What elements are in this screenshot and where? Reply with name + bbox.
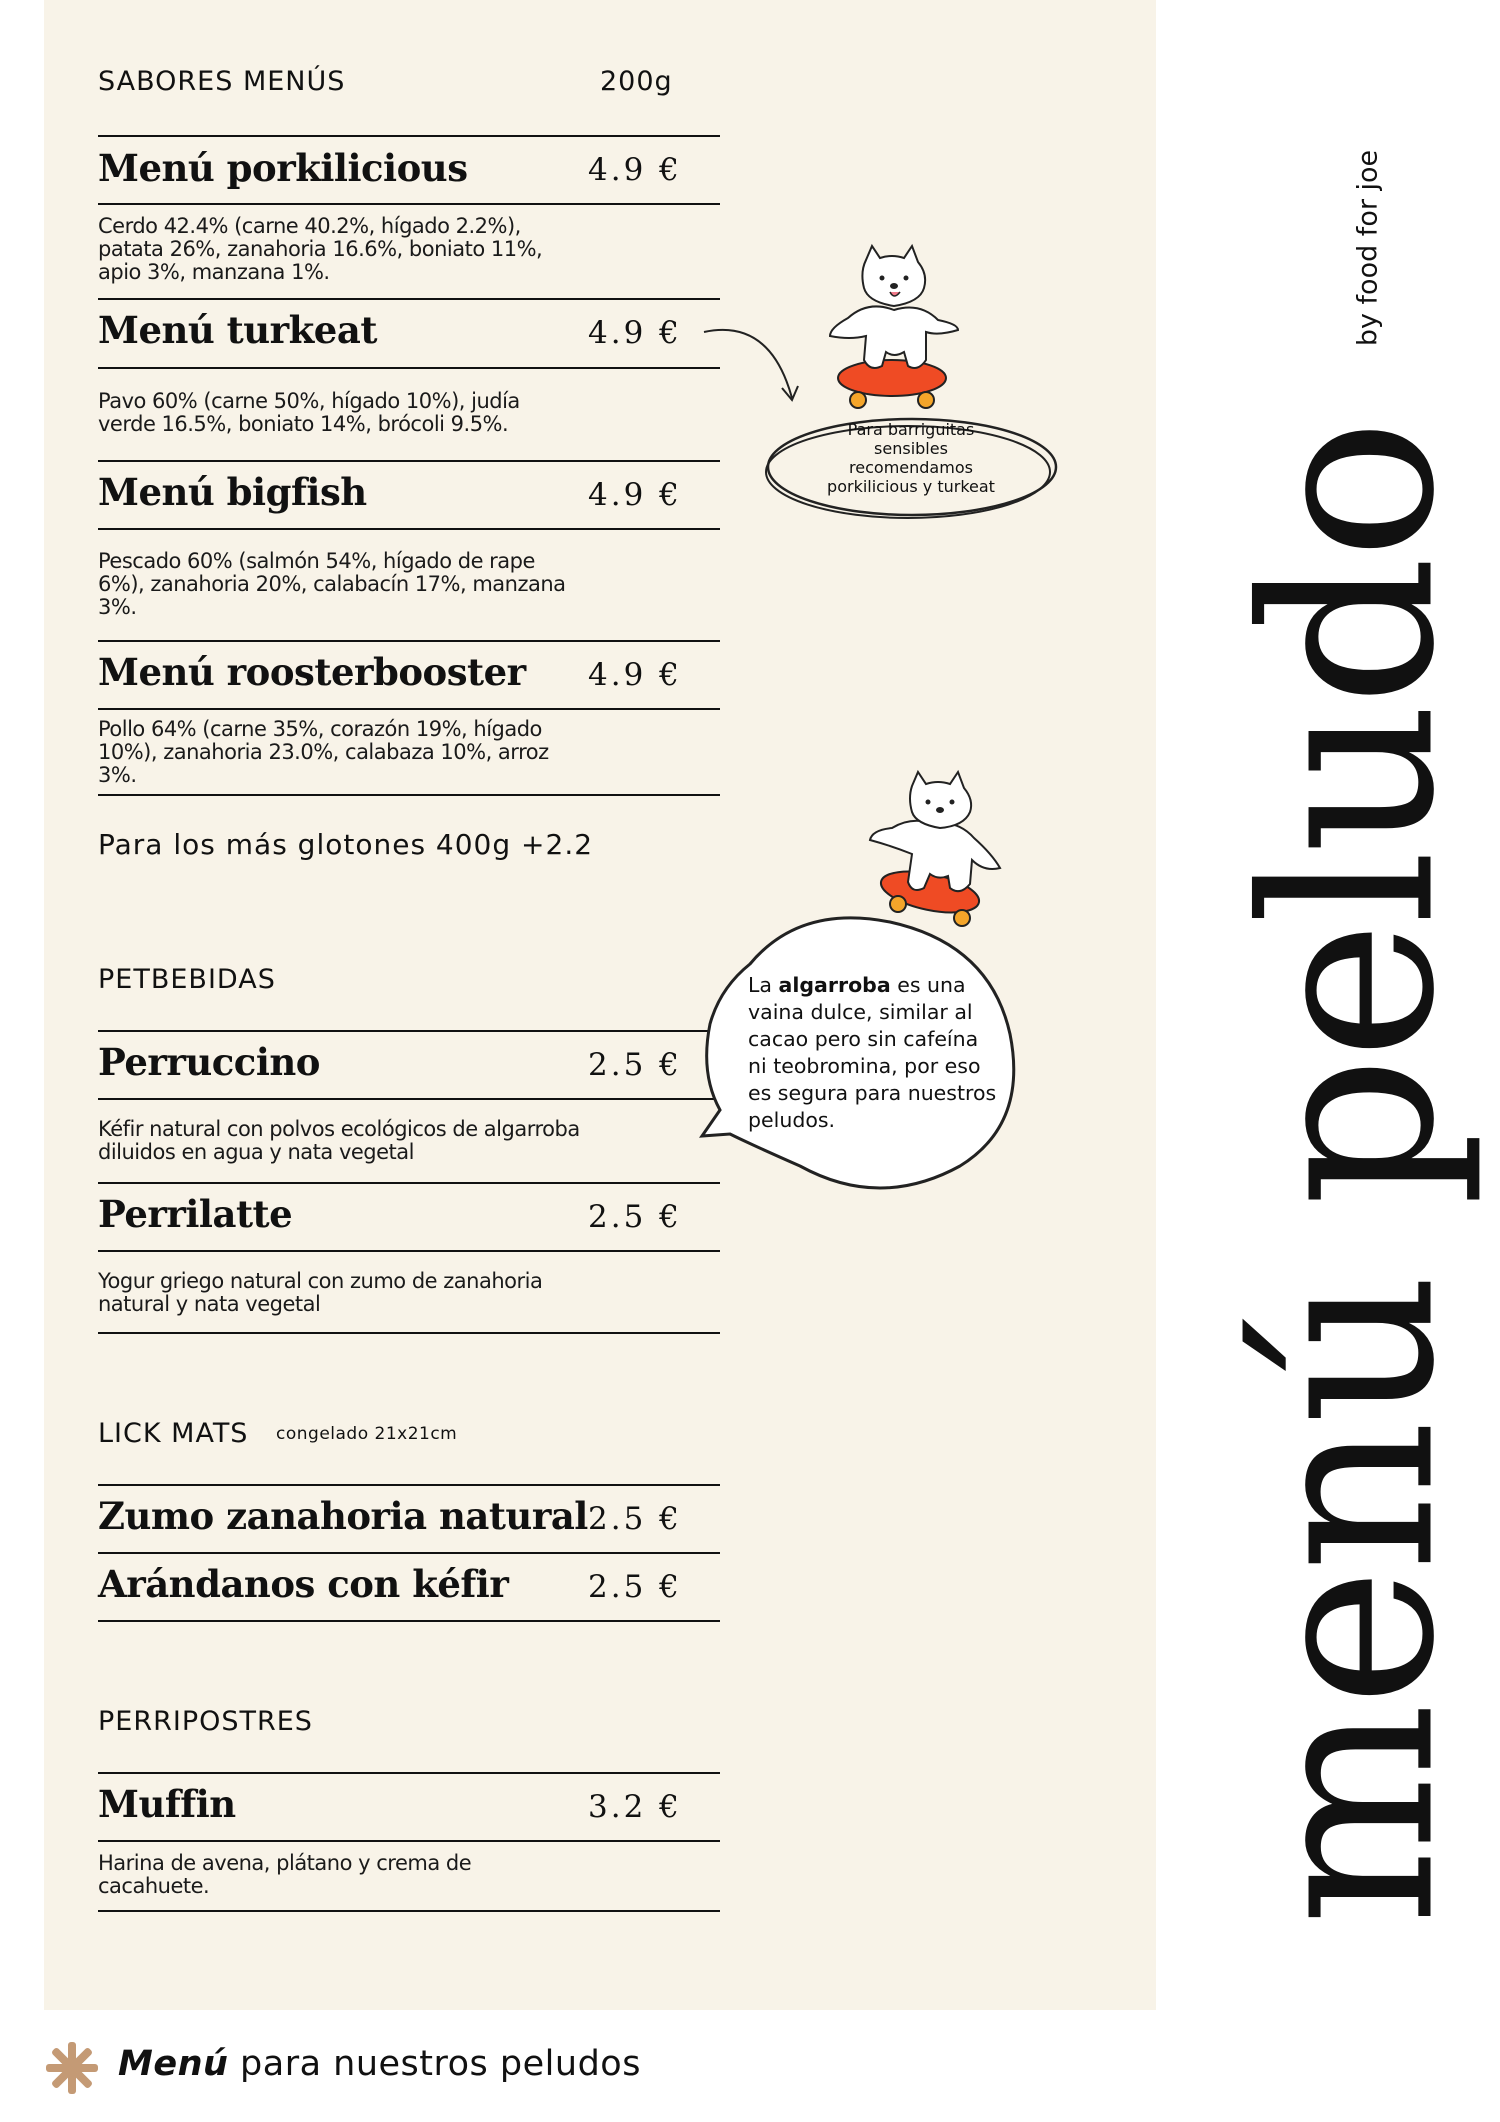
dessert-item-name: Muffin	[98, 1782, 236, 1826]
lickmat-item-name: Zumo zanahoria natural	[98, 1494, 588, 1538]
divider	[98, 1840, 720, 1842]
lickmat-item-name: Arándanos con kéfir	[98, 1562, 509, 1606]
menu-item-name: Menú bigfish	[98, 470, 367, 514]
divider	[98, 1620, 720, 1622]
carob-info-text: La algarroba es una vaina dulce, similar al cacao pero sin cafeína ni teobromina, por eso es segura para nuestros peludos.	[748, 973, 997, 1132]
section-heading-drinks: PETBEBIDAS	[98, 964, 276, 995]
asterisk-star-icon	[44, 2040, 100, 2096]
menu-item-name: Menú porkilicious	[98, 146, 468, 190]
menu-item-description: Pollo 64% (carne 35%, corazón 19%, hígado 10%), zanahoria 23.0%, calabaza 10%, arroz 3%.	[98, 717, 549, 787]
drink-item-price: 2.5 €	[588, 1047, 682, 1083]
section-heading-desserts: PERRIPOSTRES	[98, 1706, 313, 1737]
menu-item-price: 4.9 €	[588, 315, 682, 351]
skateboard-dog-illustration	[808, 240, 978, 420]
divider	[98, 1332, 720, 1334]
lickmats-subnote: congelado 21x21cm	[276, 1424, 458, 1444]
menu-title: menú peludo	[1213, 422, 1487, 1926]
divider	[98, 1772, 720, 1774]
divider	[98, 1250, 720, 1252]
divider	[98, 1098, 720, 1100]
lickmat-item-price: 2.5 €	[588, 1569, 682, 1605]
divider	[98, 640, 720, 642]
drink-item-price: 2.5 €	[588, 1199, 682, 1235]
drink-item-description: Yogur griego natural con zumo de zanahoria natural y nata vegetal	[98, 1269, 543, 1316]
divider	[98, 708, 720, 710]
menus-weight: 200g	[600, 66, 673, 97]
curved-arrow-icon	[700, 318, 820, 408]
drink-item-name: Perruccino	[98, 1040, 320, 1084]
divider	[98, 1484, 720, 1486]
divider	[98, 135, 720, 137]
dessert-item-description: Harina de avena, plátano y crema de cacahuete.	[98, 1851, 472, 1898]
divider	[98, 460, 720, 462]
menu-item-description: Cerdo 42.4% (carne 40.2%, hígado 2.2%), patata 26%, zanahoria 16.6%, boniato 11%, apio 3%, manzana 1%.	[98, 214, 543, 284]
menu-item-price: 4.9 €	[588, 657, 682, 693]
menu-item-description: Pavo 60% (carne 50%, hígado 10%), judía verde 16.5%, boniato 14%, brócoli 9.5%.	[98, 389, 520, 436]
divider	[98, 1182, 720, 1184]
brand-byline: by food for joe	[1352, 149, 1384, 347]
divider	[98, 367, 720, 369]
divider	[98, 528, 720, 530]
section-heading-lickmats: LICK MATS	[98, 1418, 249, 1449]
divider	[98, 794, 720, 796]
divider	[98, 1030, 720, 1032]
divider	[98, 1552, 720, 1554]
menu-item-price: 4.9 €	[588, 477, 682, 513]
menu-item-name: Menú roosterbooster	[98, 650, 526, 694]
footer-tagline: Menú para nuestros peludos	[118, 2044, 641, 2084]
drink-item-name: Perrilatte	[98, 1192, 293, 1236]
divider	[98, 1910, 720, 1912]
menu-item-price: 4.9 €	[588, 152, 682, 188]
menu-item-name: Menú turkeat	[98, 308, 377, 352]
drink-item-description: Kéfir natural con polvos ecológicos de algarroba diluidos en agua y nata vegetal	[98, 1117, 580, 1164]
section-heading-menus: SABORES MENÚS	[98, 66, 346, 97]
glotones-note: Para los más glotones 400g +2.2	[98, 828, 594, 861]
menu-item-description: Pescado 60% (salmón 54%, hígado de rape 6%), zanahoria 20%, calabacín 17%, manzana 3%.	[98, 549, 566, 619]
recommendation-text: Para barriguitas sensibles recomendamos porkilicious y turkeat	[827, 420, 995, 496]
divider	[98, 203, 720, 205]
lickmat-item-price: 2.5 €	[588, 1501, 682, 1537]
dessert-item-price: 3.2 €	[588, 1789, 682, 1825]
divider	[98, 298, 720, 300]
